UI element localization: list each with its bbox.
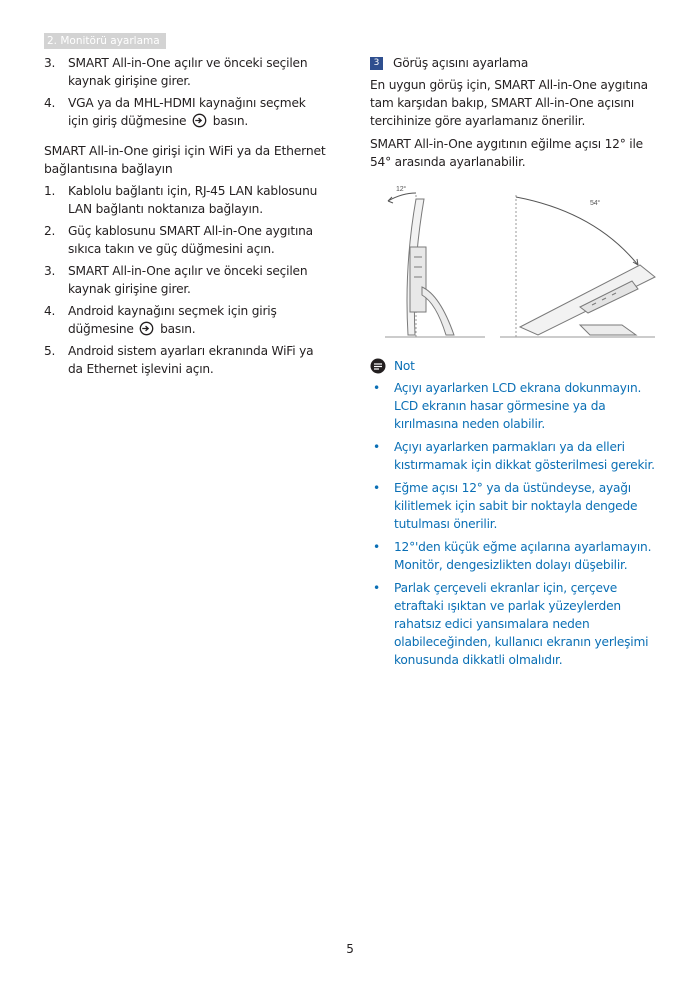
step-text: Güç kablosunu SMART All-in-One aygıtına sıkıca takın ve güç düğmesini açın. — [68, 224, 313, 256]
min-tilt-figure — [385, 193, 485, 337]
list-item — [370, 379, 660, 433]
min-angle-label: 12° — [396, 186, 406, 193]
bullet: • — [373, 540, 380, 554]
step-text: Android sistem ayarları ekranında WiFi ya da Ethernet işlevini açın. — [68, 344, 314, 376]
input-button-icon — [192, 113, 207, 128]
list-item — [44, 222, 326, 258]
step-number: 4. — [44, 304, 56, 318]
note-text: Açıyı ayarlarken LCD ekrana dokunmayın. LCD ekranın hasar görmesine ya da kırılmasına neden olabilir. — [394, 381, 642, 431]
bullet: • — [373, 381, 380, 395]
note-text: Eğme açısı 12° ya da üstündeyse, ayağı kilitlemek için sabit bir noktayla dengede tutulması önerilir. — [394, 481, 638, 531]
note-text: 12°'den küçük eğme açılarına ayarlamayın. Monitör, dengesizlikten dolayı düşebilir. — [394, 540, 652, 572]
list-item — [370, 479, 660, 533]
tilt-illustration — [370, 177, 660, 347]
note-title-row — [370, 357, 660, 375]
section-number-badge: 3 — [370, 57, 383, 70]
left-column — [44, 54, 326, 382]
intro-paragraph: En uygun görüş için, SMART All-in-One aygıtına tam karşıdan bakıp, SMART All-in-One açısını tercihinize göre ayarlamanız önerilir. — [370, 78, 648, 128]
tilt-figures — [370, 177, 660, 347]
max-angle-label: 54° — [590, 200, 600, 207]
step-text: SMART All-in-One açılır ve önceki seçilen kaynak girişine girer. — [68, 56, 308, 88]
list-item — [44, 94, 326, 130]
section-header-tab: 2. Monitörü ayarlama — [44, 33, 166, 49]
note-title: Not — [394, 359, 415, 373]
step-number: 4. — [44, 96, 56, 110]
steps-list-b — [44, 182, 326, 378]
list-item — [370, 438, 660, 474]
list-item — [44, 342, 326, 378]
tilt-range-paragraph: SMART All-in-One aygıtının eğilme açısı 12° ile 54° arasında ayarlanabilir. — [370, 137, 643, 169]
list-item — [44, 182, 326, 218]
note-text: Parlak çerçeveli ekranlar için, çerçeve etraftaki ışıktan ve parlak yüzeylerden rahatsız edici yansımalara neden olabileceğinden, kullanıcı ekranın yerleşimi konusunda dikkatli olmalıdır. — [394, 581, 649, 667]
wifi-ethernet-heading: SMART All-in-One girişi için WiFi ya da Ethernet bağlantısına bağlayın — [44, 143, 326, 176]
page-number: 5 — [346, 942, 354, 956]
section-title: Görüş açısını ayarlama — [393, 56, 529, 70]
step-number: 5. — [44, 344, 56, 358]
section-title-row — [370, 54, 660, 72]
step-text-after: basın. — [212, 114, 249, 128]
bullet: • — [373, 581, 380, 595]
notes-list — [370, 379, 660, 669]
step-number: 2. — [44, 224, 56, 238]
step-text: VGA ya da MHL-HDMI kaynağını seçmek için giriş düğmesine — [68, 96, 306, 128]
steps-list-a — [44, 54, 326, 130]
bullet: • — [373, 481, 380, 495]
list-item — [44, 302, 326, 338]
list-item — [370, 579, 660, 669]
step-number: 3. — [44, 56, 56, 70]
max-tilt-figure — [500, 195, 655, 337]
note-icon — [370, 358, 386, 374]
step-text: Kablolu bağlantı için, RJ-45 LAN kablosunu LAN bağlantı noktanıza bağlayın. — [68, 184, 318, 216]
bullet: • — [373, 440, 380, 454]
right-column — [370, 54, 660, 674]
step-text: SMART All-in-One açılır ve önceki seçilen kaynak girişine girer. — [68, 264, 308, 296]
step-text: Android kaynağını seçmek için giriş düğmesine — [68, 304, 277, 336]
list-item — [370, 538, 660, 574]
list-item — [44, 262, 326, 298]
step-number: 1. — [44, 184, 56, 198]
input-button-icon — [139, 321, 154, 336]
step-text-after: basın. — [160, 322, 196, 336]
list-item — [44, 54, 326, 90]
note-text: Açıyı ayarlarken parmakları ya da elleri kıstırmamak için dikkat gösterilmesi gerekir. — [394, 440, 655, 472]
step-number: 3. — [44, 264, 56, 278]
